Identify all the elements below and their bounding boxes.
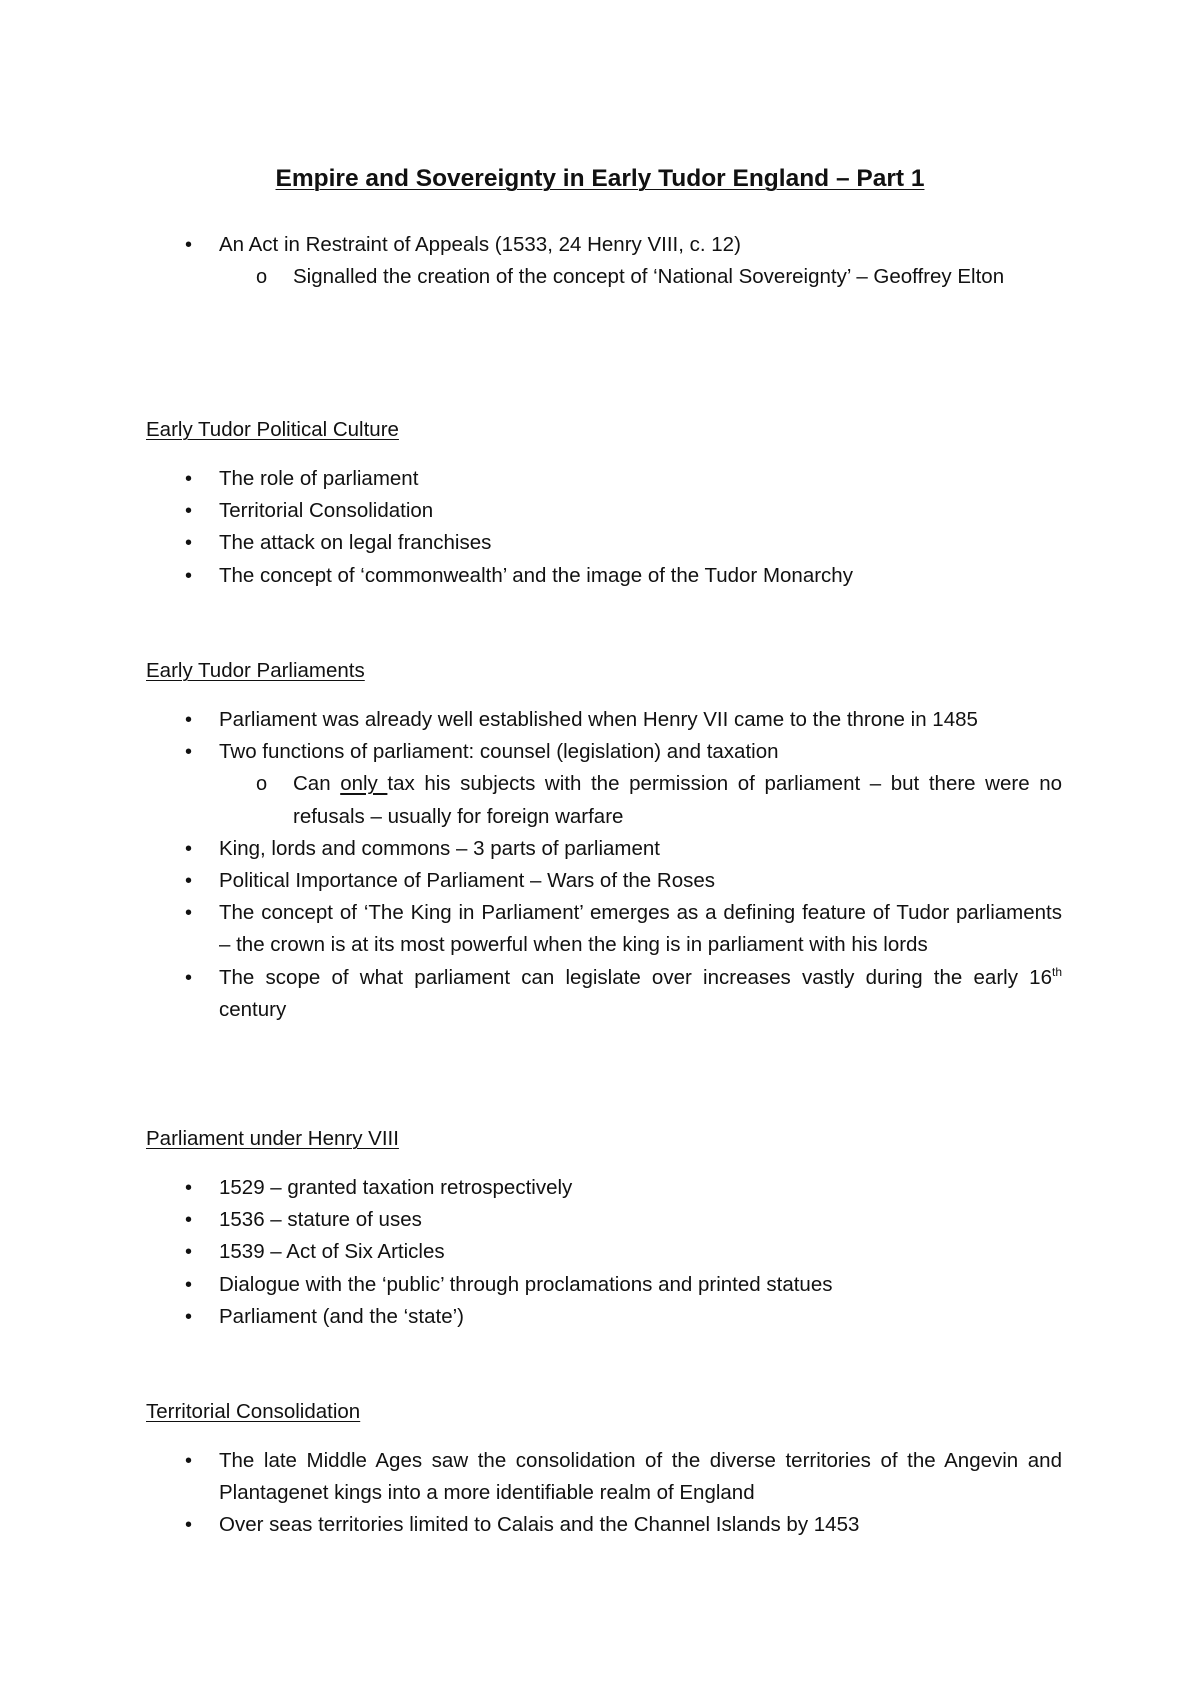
list-item	[0, 1301, 1062, 1333]
list-item	[0, 865, 1062, 897]
list-item-text: The concept of ‘The King in Parliament’ emerges as a defining feature of Tudor parliaments – the crown is at its most powerful when the king is in parliament with his lords	[219, 901, 1062, 957]
list-item	[0, 704, 1062, 736]
list-item-text: Political Importance of Parliament – Wars of the Roses	[219, 869, 716, 893]
bullet-icon: •	[185, 1209, 193, 1232]
territorial-list	[0, 1445, 1200, 1542]
bullet-icon: •	[185, 1514, 193, 1537]
heading-political-culture: Early Tudor Political Culture	[146, 418, 399, 441]
intro-list	[0, 229, 1200, 293]
list-item	[0, 1445, 1062, 1509]
list-item	[0, 229, 1062, 261]
political-culture-list	[0, 463, 1200, 592]
bullet-icon: •	[185, 564, 193, 587]
sub-list-item-text-post: tax his subjects with the permission of parliament – but there were no refusals – usually for foreign warfare	[293, 772, 1062, 828]
list-item-text: An Act in Restraint of Appeals (1533, 24 Henry VIII, c. 12)	[219, 233, 741, 256]
list-item-text: 1539 – Act of Six Articles	[219, 1240, 445, 1264]
list-item	[0, 527, 1062, 559]
list-item	[0, 1204, 1062, 1236]
bullet-icon: •	[185, 1241, 193, 1264]
bullet-icon: •	[185, 966, 193, 989]
emphasis-only: only	[340, 772, 388, 796]
bullet-icon: •	[185, 1177, 193, 1199]
list-item-text: Over seas territories limited to Calais and the Channel Islands by 1453	[219, 1513, 860, 1537]
sub-list-item-text: Signalled the creation of the concept of ‘National Sovereignty’ – Geoffrey Elton	[293, 265, 1005, 289]
bullet-icon: •	[185, 709, 193, 731]
list-item-text: Dialogue with the ‘public’ through proclamations and printed statues	[219, 1272, 833, 1296]
list-item	[0, 897, 1062, 961]
list-item	[0, 1172, 1062, 1204]
list-item-text: Parliament (and the ‘state’)	[219, 1304, 464, 1328]
list-item	[0, 833, 1062, 865]
bullet-icon: •	[185, 234, 193, 256]
list-item	[0, 560, 1062, 592]
superscript-th: th	[1051, 964, 1062, 979]
list-item-text-pre: The scope of what parliament can legislate over increases vastly during the early 16	[219, 965, 1052, 989]
bullet-icon: •	[185, 1273, 193, 1296]
bullet-icon: •	[185, 870, 193, 893]
list-item-text-post: century	[219, 997, 287, 1021]
bullet-icon: •	[185, 902, 193, 925]
list-item-text: 1536 – stature of uses	[219, 1208, 422, 1232]
list-item-text: King, lords and commons – 3 parts of parliament	[219, 836, 660, 860]
heading-parliaments: Early Tudor Parliaments	[146, 659, 365, 682]
list-item-text: 1529 – granted taxation retrospectively	[219, 1176, 573, 1199]
heading-territorial: Territorial Consolidation	[146, 1400, 361, 1423]
bullet-icon: •	[185, 500, 193, 523]
list-item-text: Territorial Consolidation	[219, 499, 434, 523]
bullet-icon: •	[185, 741, 193, 764]
list-item-text: Two functions of parliament: counsel (legislation) and taxation	[219, 740, 779, 764]
bullet-icon: •	[185, 468, 193, 490]
sub-list-item	[0, 768, 1062, 832]
sub-bullet-icon: o	[256, 773, 268, 796]
bullet-icon: •	[185, 1450, 193, 1472]
list-item	[0, 463, 1062, 495]
list-item	[0, 962, 1062, 1026]
list-item	[0, 1269, 1062, 1301]
list-item	[0, 1509, 1062, 1541]
parliaments-list	[0, 704, 1200, 1026]
document-title: Empire and Sovereignty in Early Tudor England – Part 1	[275, 165, 925, 193]
list-item-text: Parliament was already well established when Henry VII came to the throne in 1485	[219, 708, 978, 731]
bullet-icon: •	[185, 1305, 193, 1328]
list-item	[0, 1236, 1062, 1268]
list-item-text: The late Middle Ages saw the consolidation of the diverse territories of the Angevin and Plantagenet kings into a more identifiable realm of England	[219, 1449, 1062, 1505]
list-item-text: The attack on legal franchises	[219, 531, 492, 555]
sub-bullet-icon: o	[256, 266, 268, 289]
sub-list-item-text-pre: Can	[293, 772, 341, 796]
list-item-text: The concept of ‘commonwealth’ and the image of the Tudor Monarchy	[219, 563, 853, 587]
bullet-icon: •	[185, 532, 193, 555]
list-item	[0, 495, 1062, 527]
list-item-text: The role of parliament	[219, 467, 419, 490]
list-item	[0, 736, 1062, 768]
henry-viii-list	[0, 1172, 1200, 1333]
bullet-icon: •	[185, 837, 193, 860]
heading-henry-viii: Parliament under Henry VIII	[146, 1127, 399, 1150]
sub-list-item	[0, 261, 1062, 293]
